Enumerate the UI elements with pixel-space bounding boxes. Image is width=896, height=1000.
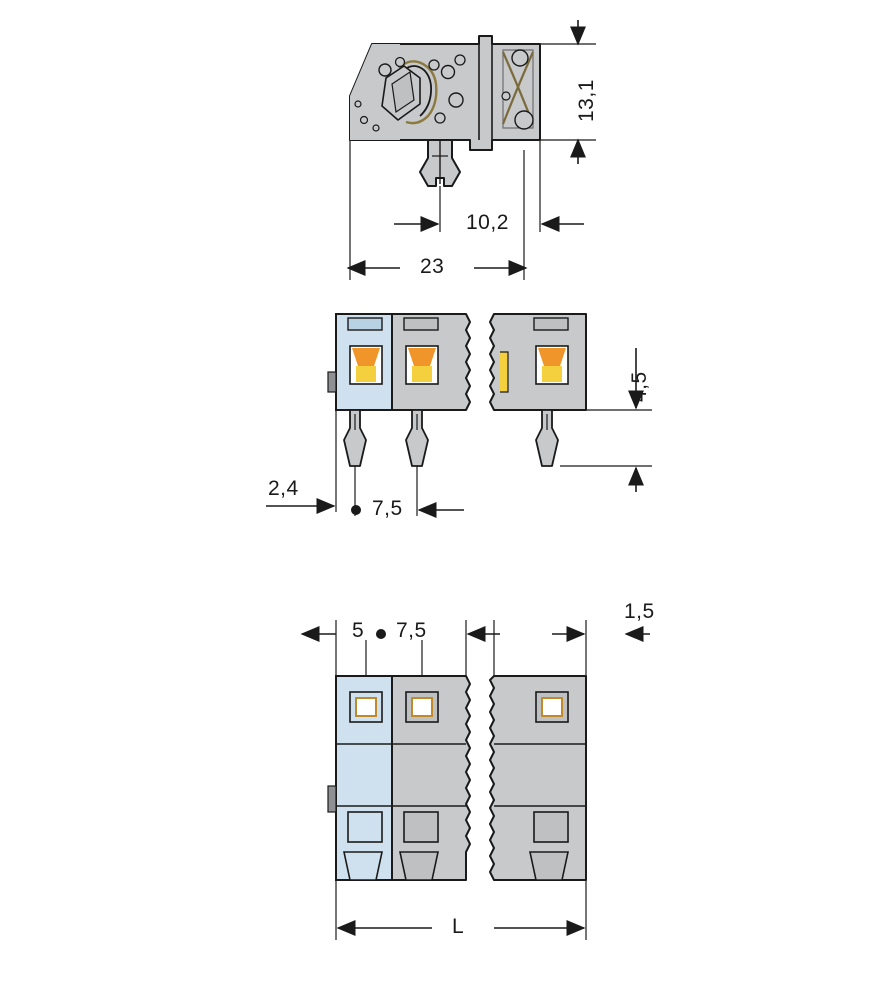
dim-label-10-2: 10,2: [466, 211, 509, 234]
dim-label-2-4: 2,4: [268, 477, 299, 500]
dim-label-23: 23: [420, 255, 445, 278]
dim-label-7-5-top: 7,5: [372, 497, 403, 520]
front-view-top: [328, 314, 586, 466]
dim-1-5: [494, 620, 650, 676]
dim-7-5-top: [351, 466, 464, 516]
dim-label-1-5: 1,5: [624, 600, 655, 623]
dim-label-7-5-bottom: 7,5: [396, 619, 427, 642]
dim-label-L: L: [452, 915, 465, 938]
dim-label-5: 5: [352, 619, 365, 642]
front-view-bottom: [328, 676, 586, 880]
side-view-body: [350, 36, 540, 186]
dim-label-4-5: 4,5: [628, 371, 651, 402]
dim-label-13-1: 13,1: [575, 79, 598, 122]
